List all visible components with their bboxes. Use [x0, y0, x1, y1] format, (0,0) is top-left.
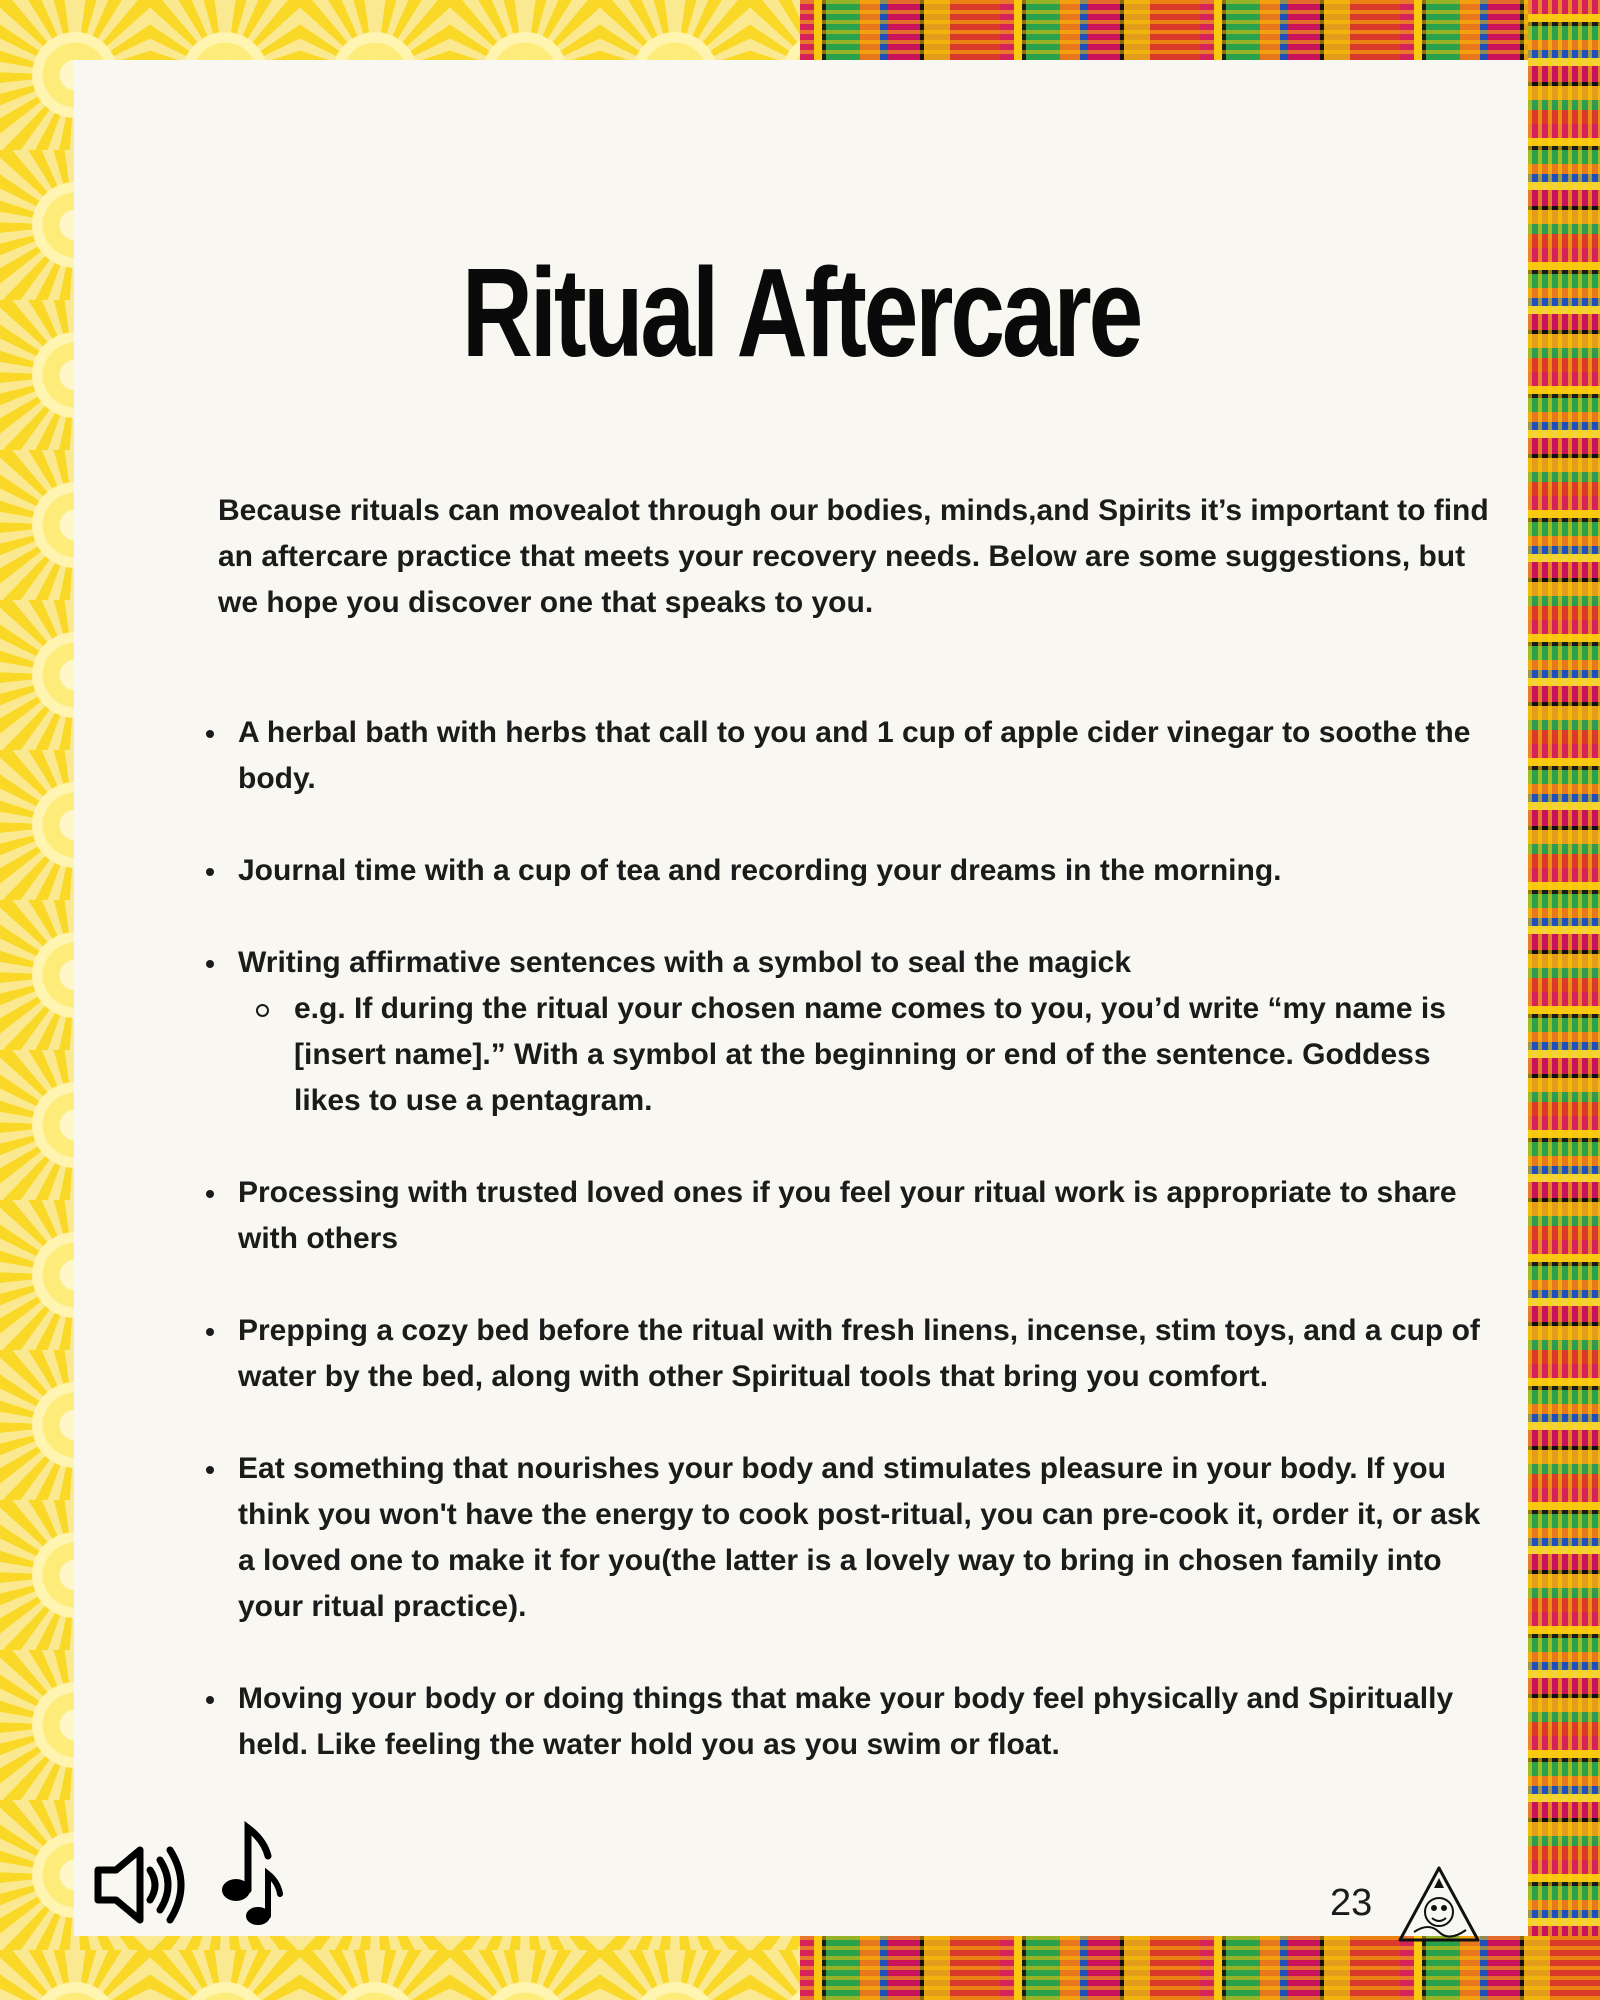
list-item: Writing affirmative sentences with a symbol to seal the magick e.g. If during the ritual your chosen name comes to you, you’d write “my name is [insert name].” With a symbol at the beginning or end of the sentence. Goddess likes to use a pentagram.	[194, 940, 1494, 1124]
list-item: Eat something that nourishes your body and stimulates pleasure in your body. If you think you won't have the energy to cook post-ritual, you can pre-cook it, order it, or ask a loved one to make it for you(the latter is a lovely way to bring in chosen family into your ritual practice).	[194, 1446, 1494, 1630]
list-item: A herbal bath with herbs that call to you and 1 cup of apple cider vinegar to soothe the body.	[194, 710, 1494, 802]
intro-paragraph: Because rituals can movealot through our bodies, minds,and Spirits it’s important to find an aftercare practice that meets your recovery needs. Below are some suggestions, but we hope you discover one that speaks to you.	[218, 494, 1489, 619]
sub-list	[238, 986, 1494, 1124]
list-item: Processing with trusted loved ones if you feel your ritual work is appropriate to share with others	[194, 1170, 1494, 1262]
aftercare-list	[194, 710, 1494, 1814]
list-item: Prepping a cozy bed before the ritual with fresh linens, incense, stim toys, and a cup of water by the bed, along with other Spiritual tools that bring you comfort.	[194, 1308, 1494, 1400]
speaker-icon[interactable]	[92, 1840, 190, 1930]
music-note-icon[interactable]	[214, 1820, 294, 1930]
page-title: Ritual Aftercare	[461, 242, 1141, 383]
list-item: Journal time with a cup of tea and recording your dreams in the morning.	[194, 848, 1494, 894]
page-card	[74, 60, 1528, 1936]
kente-border-right	[1528, 0, 1600, 2000]
sub-list-item: e.g. If during the ritual your chosen name comes to you, you’d write “my name is [insert name].” With a symbol at the beginning or end of the sentence. Goddess likes to use a pentagram.	[238, 986, 1494, 1124]
triangle-logo-icon	[1394, 1860, 1484, 1950]
page-number: 23	[1330, 1882, 1373, 1924]
list-item: Moving your body or doing things that make your body feel physically and Spiritually held. Like feeling the water hold you as you swim or float.	[194, 1676, 1494, 1768]
kente-border-top	[800, 0, 1600, 60]
